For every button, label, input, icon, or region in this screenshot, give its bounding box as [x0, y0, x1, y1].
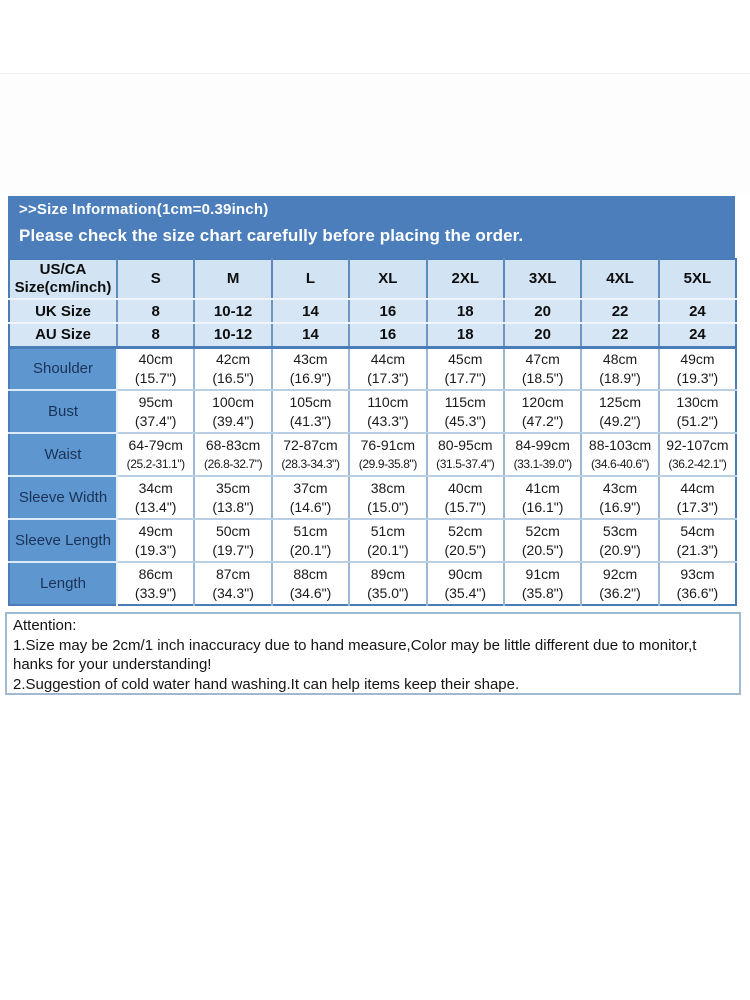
- table-cell: 51cm (20.1"): [272, 519, 349, 562]
- table-cell: 8: [117, 323, 194, 347]
- table-row-uk-size: [9, 299, 736, 323]
- table-cell: 93cm (36.6"): [659, 562, 736, 605]
- table-cell: 100cm (39.4"): [194, 390, 271, 433]
- table-cell: 34cm (13.4"): [117, 476, 194, 519]
- row-label-bust: Bust: [9, 390, 117, 433]
- table-cell: 89cm (35.0"): [349, 562, 426, 605]
- table-cell: 40cm (15.7"): [117, 347, 194, 390]
- size-table: [8, 258, 737, 606]
- table-cell: 20: [504, 323, 581, 347]
- table-cell: 76-91cm (29.9-35.8"): [349, 433, 426, 476]
- attention-line-2: hanks for your understanding!: [13, 656, 212, 673]
- table-row-length: [9, 562, 736, 605]
- table-cell: 8: [117, 299, 194, 323]
- table-cell: 3XL: [504, 259, 581, 299]
- table-cell: 37cm (14.6"): [272, 476, 349, 519]
- table-cell: 43cm (16.9"): [581, 476, 658, 519]
- table-cell: 10-12: [194, 299, 271, 323]
- table-cell: 86cm (33.9"): [117, 562, 194, 605]
- table-row-waist: [9, 433, 736, 476]
- table-cell: 18: [427, 323, 504, 347]
- table-row-bust: [9, 390, 736, 433]
- row-label-us-ca-size-cm-inch-: US/CA Size(cm/inch): [9, 259, 117, 299]
- table-cell: 95cm (37.4"): [117, 390, 194, 433]
- table-cell: 48cm (18.9"): [581, 347, 658, 390]
- attention-heading: Attention:: [13, 617, 77, 634]
- table-cell: 14: [272, 323, 349, 347]
- row-label-au-size: AU Size: [9, 323, 117, 347]
- table-cell: 47cm (18.5"): [504, 347, 581, 390]
- attention-box: [5, 612, 741, 695]
- attention-line-3: 2.Suggestion of cold water hand washing.It can help items keep their shape.: [13, 675, 520, 693]
- table-cell: 40cm (15.7"): [427, 476, 504, 519]
- table-cell: 52cm (20.5"): [427, 519, 504, 562]
- attention-line-1: 1.Size may be 2cm/1 inch inaccuracy due to hand measure,Color may be little different due to monitor,t: [13, 636, 697, 654]
- table-cell: 53cm (20.9"): [581, 519, 658, 562]
- table-cell: 87cm (34.3"): [194, 562, 271, 605]
- table-cell: 52cm (20.5"): [504, 519, 581, 562]
- size-info-title: >>Size Information(1cm=0.39inch): [19, 201, 269, 218]
- table-cell: 2XL: [427, 259, 504, 299]
- row-label-length: Length: [9, 562, 117, 605]
- table-cell: 125cm (49.2"): [581, 390, 658, 433]
- size-check-notice: Please check the size chart carefully before placing the order.: [19, 226, 524, 245]
- table-cell: 24: [659, 323, 736, 347]
- table-row-sleeve-width: [9, 476, 736, 519]
- table-cell: 16: [349, 299, 426, 323]
- table-cell: 90cm (35.4"): [427, 562, 504, 605]
- table-cell: 44cm (17.3"): [349, 347, 426, 390]
- table-cell: 44cm (17.3"): [659, 476, 736, 519]
- table-cell: 51cm (20.1"): [349, 519, 426, 562]
- row-label-sleeve-width: Sleeve Width: [9, 476, 117, 519]
- table-cell: 50cm (19.7"): [194, 519, 271, 562]
- table-row-us-ca-size-cm-inch-: [9, 259, 736, 299]
- table-cell: 22: [581, 323, 658, 347]
- table-cell: 22: [581, 299, 658, 323]
- table-cell: 92-107cm (36.2-42.1"): [659, 433, 736, 476]
- table-cell: 49cm (19.3"): [117, 519, 194, 562]
- table-cell: L: [272, 259, 349, 299]
- table-cell: 41cm (16.1"): [504, 476, 581, 519]
- table-cell: 84-99cm (33.1-39.0"): [504, 433, 581, 476]
- table-cell: 72-87cm (28.3-34.3"): [272, 433, 349, 476]
- table-cell: 115cm (45.3"): [427, 390, 504, 433]
- row-label-waist: Waist: [9, 433, 117, 476]
- table-cell: 105cm (41.3"): [272, 390, 349, 433]
- table-cell: 64-79cm (25.2-31.1"): [117, 433, 194, 476]
- table-cell: 54cm (21.3"): [659, 519, 736, 562]
- table-cell: 14: [272, 299, 349, 323]
- table-cell: XL: [349, 259, 426, 299]
- row-label-uk-size: UK Size: [9, 299, 117, 323]
- table-cell: 130cm (51.2"): [659, 390, 736, 433]
- table-cell: 24: [659, 299, 736, 323]
- table-row-au-size: [9, 323, 736, 347]
- table-cell: 88-103cm (34.6-40.6"): [581, 433, 658, 476]
- table-cell: 35cm (13.8"): [194, 476, 271, 519]
- table-cell: 42cm (16.5"): [194, 347, 271, 390]
- table-cell: M: [194, 259, 271, 299]
- table-cell: 88cm (34.6"): [272, 562, 349, 605]
- table-cell: 20: [504, 299, 581, 323]
- table-cell: 4XL: [581, 259, 658, 299]
- table-cell: 45cm (17.7"): [427, 347, 504, 390]
- table-row-shoulder: [9, 347, 736, 390]
- table-cell: 43cm (16.9"): [272, 347, 349, 390]
- row-label-shoulder: Shoulder: [9, 347, 117, 390]
- table-cell: 16: [349, 323, 426, 347]
- table-cell: S: [117, 259, 194, 299]
- table-cell: 49cm (19.3"): [659, 347, 736, 390]
- size-info-banner: [8, 196, 735, 258]
- table-cell: 110cm (43.3"): [349, 390, 426, 433]
- table-cell: 91cm (35.8"): [504, 562, 581, 605]
- table-cell: 10-12: [194, 323, 271, 347]
- table-cell: 120cm (47.2"): [504, 390, 581, 433]
- table-cell: 80-95cm (31.5-37.4"): [427, 433, 504, 476]
- table-cell: 18: [427, 299, 504, 323]
- photo-edge-band: [0, 73, 750, 194]
- table-cell: 38cm (15.0"): [349, 476, 426, 519]
- table-cell: 68-83cm (26.8-32.7"): [194, 433, 271, 476]
- row-label-sleeve-length: Sleeve Length: [9, 519, 117, 562]
- table-cell: 5XL: [659, 259, 736, 299]
- table-cell: 92cm (36.2"): [581, 562, 658, 605]
- table-row-sleeve-length: [9, 519, 736, 562]
